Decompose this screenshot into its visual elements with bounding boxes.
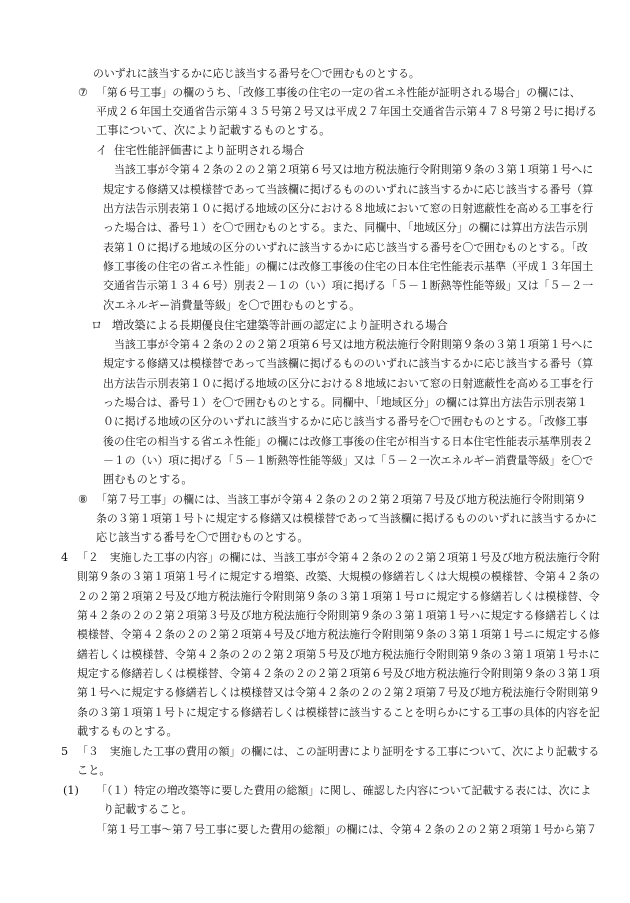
text-line: 則第９条の３第１項第１号イに規定する増築、改築、大規模の修繕若しくは大規模の模様替、令第４２条の — [77, 570, 600, 583]
text-line: 繕若しくは模様替、令第４２条の２の２第２項第５号及び地方税法施行令附則第９条の３第１項第１号ホに — [77, 648, 600, 661]
text-line: 次エネルギー消費量等級」を〇で囲むものとする。 — [103, 299, 361, 312]
text-line: 当該工事が令第４２条の２の２第２項第６号又は地方税法施行令附則第９条の３第１項第１号へに — [114, 338, 594, 351]
list-marker: 4 — [61, 551, 69, 564]
text-line: った場合は、番号１）を〇で囲むものとする。また、同欄中、「地域区分」の欄には算出方法告示別 — [103, 221, 588, 234]
text-line: 第１号へに規定する修繕若しくは模様替又は令第４２条の２の２第２項第７号及び地方税法施行令附則第９ — [77, 686, 600, 699]
list-marker: ⑦ — [78, 86, 89, 99]
text-line: ０に掲げる地域の区分のいずれに該当するかに応じ該当する番号を〇で囲むものとする。「改修工事 — [103, 415, 588, 428]
section-heading: 増改築による長期優良住宅建築等計画の認定により証明される場合 — [112, 319, 448, 332]
text-line: 交通省告示第１３４６号）別表２－１の（い）項に掲げる「５－１断熱等性能等級」又は「５－２一 — [103, 279, 594, 292]
text-line: こと。 — [77, 764, 111, 777]
text-line: 模様替、令第４２条の２の２第２項第４号及び地方税法施行令附則第９条の３第１項第１号ニに規定する修 — [77, 628, 600, 641]
text-line: 出方法告示別表第１０に掲げる地域の区分における８地域において窓の日射遮蔽性を高める工事を行 — [103, 202, 594, 215]
text-line: 平成２６年国土交通省告示第４３５号第２号又は平成２７年国土交通省告示第４７８号第２号に掲げる — [96, 105, 597, 118]
text-line: 「第６号工事」の欄のうち、「改修工事後の住宅の一定の省エネ性能が証明される場合」の欄には、 — [96, 86, 581, 99]
text-line: 後の住宅の相当する省エネ性能」の欄には改修工事後の住宅が相当する日本住宅性能表示基準別表２ — [103, 435, 594, 448]
text-line: 「第７号工事」の欄には、当該工事が令第４２条の２の２第２項第７号及び地方税法施行令附則第９ — [96, 493, 587, 506]
list-marker: 5 — [61, 745, 69, 758]
text-line: 表第１０に掲げる地域の区分のいずれに該当するかに応じ該当する番号を〇で囲むものとする。「改 — [103, 241, 588, 254]
text-line: 出方法告示別表第１０に掲げる地域の区分における８地域において窓の日射遮蔽性を高める工事を行 — [103, 377, 594, 390]
list-marker: ⑧ — [78, 493, 89, 506]
text-line: －１の（い）項に掲げる「５－１断熱等性能等級」又は「５－２一次エネルギー消費量等級」を〇で — [103, 454, 594, 467]
text-line: った場合は、番号１）を〇で囲むものとする。同欄中、「地域区分」の欄には算出方法告示別表第１ — [103, 396, 588, 409]
text-line: 「（１）特定の増改築等に要した費用の総額」に関し、確認した内容について記載する表には、次によ — [96, 784, 592, 797]
text-line: 囲むものとする。 — [103, 473, 193, 486]
list-marker: (1) — [63, 784, 79, 797]
text-line: のいずれに該当するかに応じ該当する番号を〇で囲むものとする。 — [93, 67, 420, 80]
text-line: 規定する修繕若しくは模様替、令第４２条の２の２第２項第６号及び地方税法施行令附則第９条の３第１項 — [77, 667, 600, 680]
list-marker: ロ — [91, 319, 103, 332]
section-heading: 住宅性能評価書により証明される場合 — [114, 144, 305, 157]
text-line: 第４２条の２の２第２項第３号及び地方税法施行令附則第９条の３第１項第１号ハに規定する修繕若しくは — [77, 609, 600, 622]
text-line: 工事について、次により記載するものとする。 — [96, 124, 331, 137]
list-marker: イ — [96, 144, 108, 157]
text-line: 当該工事が令第４２条の２の２第２項第６号又は地方税法施行令附則第９条の３第１項第１号へに — [114, 163, 594, 176]
text-line: 規定する修繕又は模様替であって当該欄に掲げるもののいずれに該当するかに応じ該当する番号（算 — [103, 183, 593, 196]
text-line: 「２ 実施した工事の内容」の欄には、当該工事が令第４２条の２の２第２項第１号及び地方税法施行令附 — [77, 551, 600, 564]
text-line: 載するものとする。 — [77, 725, 178, 738]
text-line: 規定する修繕又は模様替であって当該欄に掲げるもののいずれに該当するかに応じ該当する番号（算 — [103, 357, 593, 370]
text-line: 条の３第１項第１号トに規定する修繕又は模様替であって当該欄に掲げるもののいずれに該当するかに — [96, 512, 597, 525]
text-line: ２の２第２項第２号及び地方税法施行令附則第９条の３第１項第１号ロに規定する修繕若しくは模様替、令 — [77, 590, 600, 603]
text-line: 条の３第１項第１号トに規定する修繕若しくは模様替に該当することを明らかにする工事の具体的内容を記 — [77, 706, 600, 719]
text-line: 修工事後の住宅の省エネ性能」の欄には改修工事後の住宅の日本住宅性能表示基準（平成１３年国土 — [103, 260, 594, 273]
text-line: 応じ該当する番号を〇で囲むものとする。 — [96, 531, 309, 544]
text-line: り記載すること。 — [103, 803, 193, 816]
text-line: 「第１号工事～第７号工事に要した費用の総額」の欄には、令第４２条の２の２第２項第１号から第７ — [96, 823, 597, 836]
text-line: 「３ 実施した工事の費用の額」の欄には、この証明書により証明をする工事について、次により記載する — [77, 745, 600, 758]
